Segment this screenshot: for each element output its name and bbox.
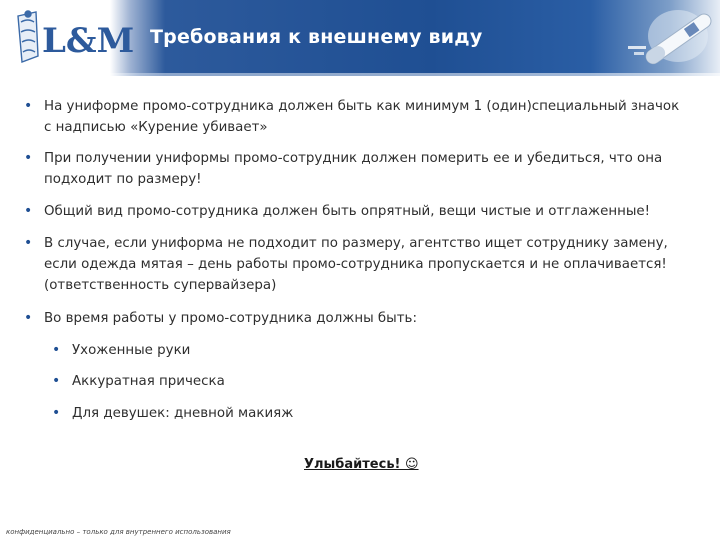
bullet-icon: • [24,310,33,326]
page-title: Требования к внешнему виду [150,26,483,48]
confidentiality-footer: конфиденциально – только для внутреннего использования [6,528,231,536]
list-item: • При получении униформы промо-сотрудник должен померить ее и убедиться, что она подходит по размеру! [24,150,663,187]
bullet-icon: • [52,342,61,358]
list-item: • В случае, если униформа не подходит по размеру, агентство ищет сотруднику замену, если одежда мятая – день работы промо-сотрудника пропускается и не оплачивается! (ответственность супервайзера) [24,235,668,293]
bullet-icon: • [24,235,33,251]
bullet-icon: • [52,405,61,421]
bullet-icon: • [24,98,33,114]
sub-list-item: • Аккуратная прическа [52,371,225,392]
bullet-icon: • [52,373,61,389]
sub-list-item: • Для девушек: дневной макияж [52,403,293,424]
bullet-icon: • [24,203,33,219]
logo-text: L&M [42,21,135,61]
bullet-icon: • [24,150,33,166]
list-item: • Во время работы у промо-сотрудника должны быть: [24,308,684,329]
list-item: • На униформе промо-сотрудника должен быть как минимум 1 (один)специальный значок с надписью «Курение убивает» [24,98,680,135]
sub-list-item: • Ухоженные руки [52,340,190,361]
list-item: • Общий вид промо-сотрудника должен быть опрятный, вещи чистые и отглаженные! [24,201,684,222]
closing-note: Улыбайтесь! ☺ [304,457,419,472]
